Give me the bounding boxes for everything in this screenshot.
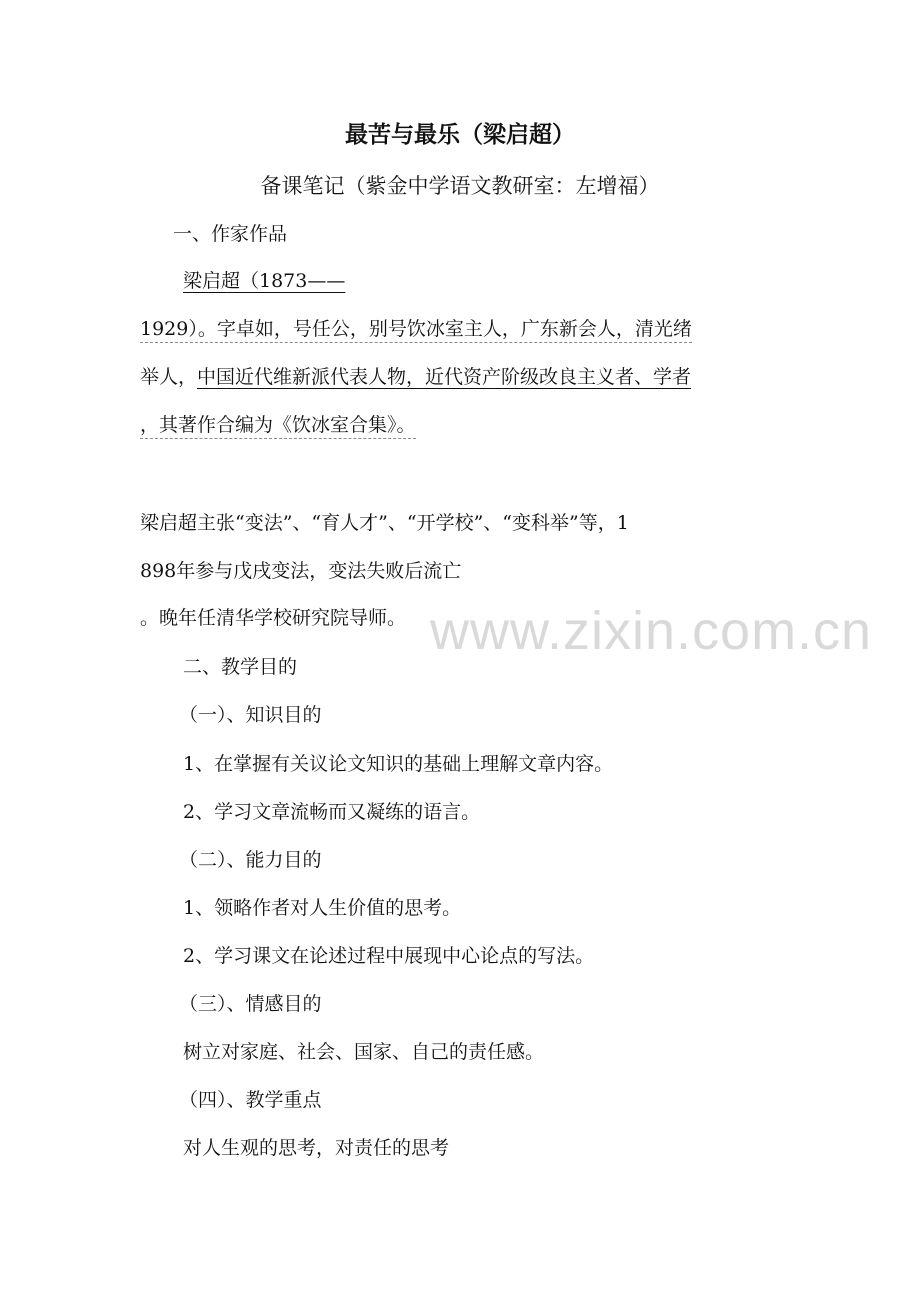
ability-goal-1: 1、领略作者对人生价值的思考。	[183, 897, 462, 919]
author-works-text: ，其著作合编为《饮冰室合集》。	[140, 414, 416, 439]
author-dates-text: 梁启超（1873——	[183, 270, 346, 292]
section-heading-author-works: 一、作家作品	[173, 223, 288, 245]
document-title: 最苦与最乐（梁启超）	[345, 121, 575, 148]
document-subtitle: 备课笔记（紫金中学语文教研室：左增福）	[260, 174, 660, 198]
section-heading-teaching-goals: 二、教学目的	[183, 656, 298, 678]
subsection-heading-key-points: （四）、教学重点	[179, 1089, 322, 1111]
author-dates-line	[183, 267, 345, 295]
key-point-1: 对人生观的思考，对责任的思考	[183, 1137, 450, 1159]
author-intro-line	[140, 315, 692, 343]
emotion-goal-1: 树立对家庭、社会、国家、自己的责任感。	[183, 1041, 545, 1063]
site-watermark: www.zixin.com.cn	[430, 601, 873, 661]
knowledge-goal-1: 1、在掌握有关议论文知识的基础上理解文章内容。	[183, 753, 614, 775]
bio-paragraph-line-1: 梁启超主张“变法”、“育人才”、“开学校”、“变科举”等，1	[140, 512, 629, 534]
author-identity-line	[140, 363, 691, 391]
author-intro-text: 1929）。字卓如，号任公，别号饮冰室主人，广东新会人，清光绪	[140, 318, 692, 343]
subsection-heading-emotion: （三）、情感目的	[179, 993, 322, 1015]
author-identity-text: 中国近代维新派代表人物，近代资产阶级改良主义者、学者	[197, 366, 692, 388]
author-works-line	[140, 411, 416, 439]
knowledge-goal-2: 2、学习文章流畅而又凝练的语言。	[183, 801, 481, 823]
author-identity-prefix: 举人，	[140, 366, 198, 388]
subsection-heading-ability: （二）、能力目的	[179, 849, 322, 871]
bio-paragraph-line-2: 898年参与戊戌变法，变法失败后流亡	[140, 560, 462, 582]
ability-goal-2: 2、学习课文在论述过程中展现中心论点的写法。	[183, 945, 595, 967]
subsection-heading-knowledge: （一）、知识目的	[179, 704, 322, 726]
bio-paragraph-line-3: 。晚年任清华学校研究院导师。	[140, 607, 407, 629]
